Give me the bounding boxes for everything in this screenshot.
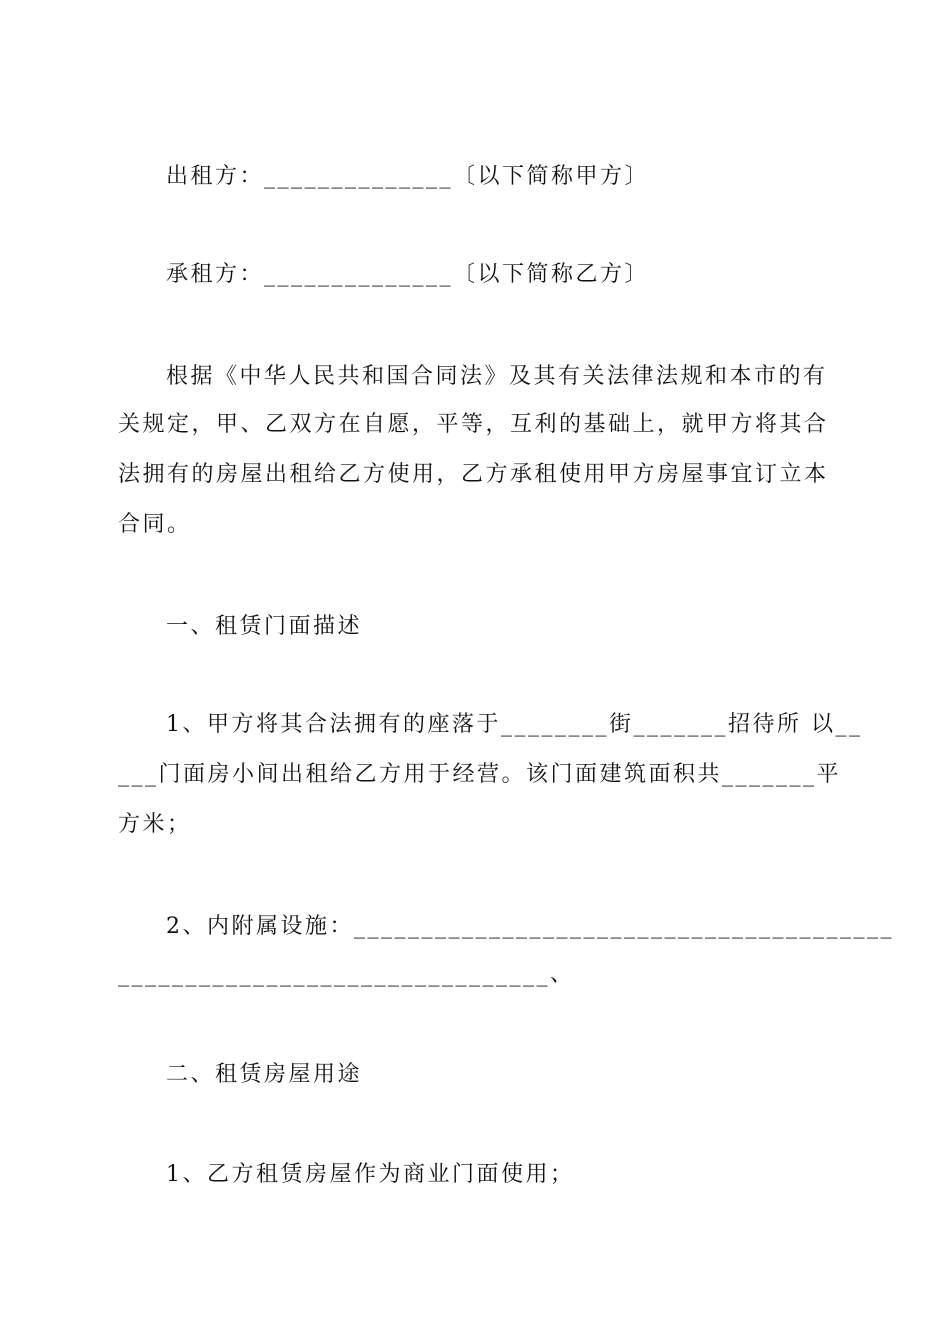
preamble-line-1: 根据《中华人民共和国合同法》及其有关法律法规和本市的有 [166,364,828,389]
preamble-line-3: 法拥有的房屋出租给乙方使用，乙方承租使用甲方房屋事宜订立本 [118,462,829,487]
section1-item1-line-1: 1、甲方将其合法拥有的座落于________街_______招待所 以__ [166,712,863,737]
section1-item1-line-2: ___门面房小间出租给乙方用于经营。该门面建筑面积共_______平 [118,762,842,787]
section1-item2-line-1: 2、内附属设施：________________________________________ [166,914,894,939]
section2-heading: 二、租赁房屋用途 [166,1062,363,1087]
preamble-line-2: 关规定，甲、乙双方在自愿，平等，互利的基础上，就甲方将其合 [118,412,829,437]
section1-item1-line-3: 方米； [118,812,192,837]
lessee-line: 承租方：______________〔以下简称乙方〕 [166,262,650,287]
preamble-line-4: 合同。 [118,512,192,537]
section1-item2-line-2: ________________________________、 [118,962,575,987]
section2-item1: 1、乙方租赁房屋作为商业门面使用； [166,1162,575,1187]
section1-heading: 一、租赁门面描述 [166,614,363,639]
lessor-line: 出租方：______________〔以下简称甲方〕 [166,164,650,189]
